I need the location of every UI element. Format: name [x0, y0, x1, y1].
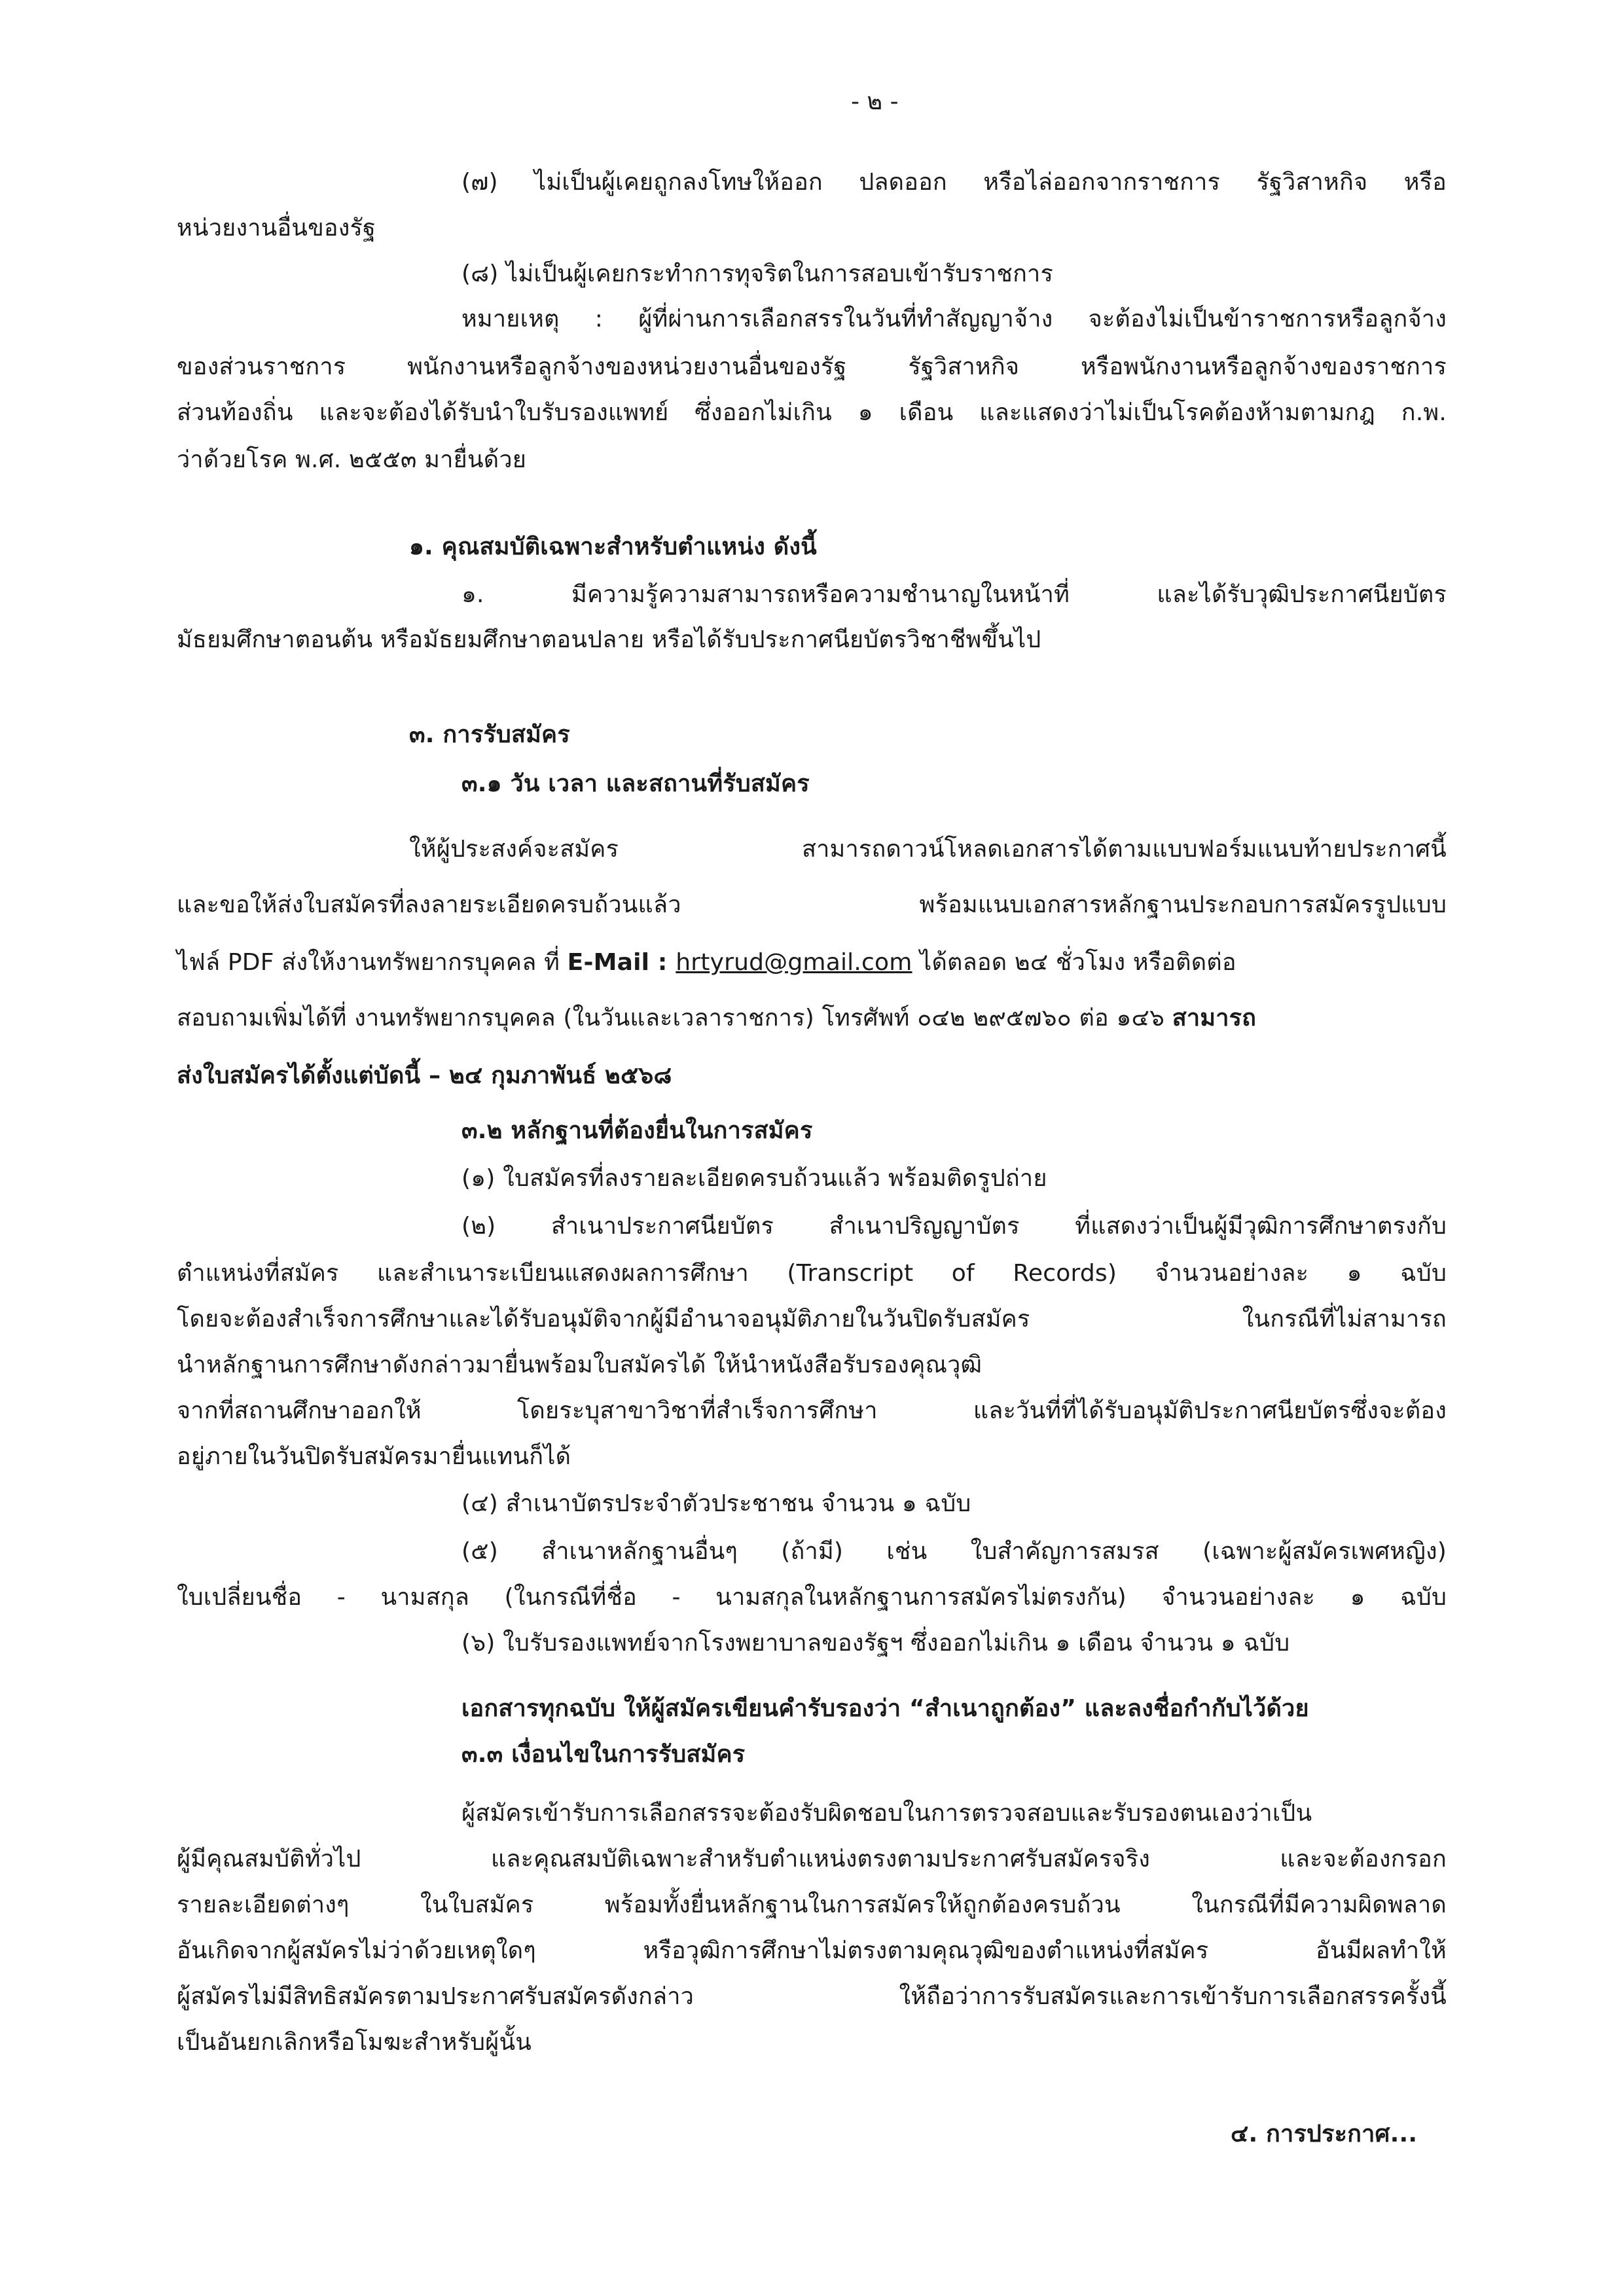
conditions-line-1: ผู้สมัครเข้ารับการเลือกสรรจะต้องรับผิดชอบในการตรวจสอบและรับรองตนเองว่าเป็น [461, 1800, 1312, 1827]
next-page-continuation: ๔. การประกาศ... [1231, 2121, 1418, 2147]
document-item-2-cont-3: นำหลักฐานการศึกษาดังกล่าวมายื่นพร้อมใบสมัครได้ ให้นำหนังสือรับรองคุณวุฒิ [177, 1352, 983, 1378]
conditions-line-2: ผู้มีคุณสมบัติทั่วไป และคุณสมบัติเฉพาะสำหรับตำแหน่งตรงตามประกาศรับสมัครจริง และจะต้องกรอก [177, 1846, 1447, 1873]
document-item-5: (๕) สำเนาหลักฐานอื่นๆ (ถ้ามี) เช่น ใบสำคัญการสมรส (เฉพาะผู้สมัครเพศหญิง) [461, 1538, 1447, 1565]
section-3-heading: ๓. การรับสมัคร [409, 721, 570, 748]
application-para-line-4 [177, 1001, 1256, 1035]
qualification-item-7-cont: หน่วยงานอื่นของรัฐ [177, 215, 376, 242]
application-para-line-3 [177, 946, 1236, 980]
application-para-line-1: ให้ผู้ประสงค์จะสมัคร สามารถดาวน์โหลดเอกสารได้ตามแบบฟอร์มแนบท้ายประกาศนี้ [409, 836, 1447, 863]
application-line-3-text-b: ได้ตลอด ๒๔ ชั่วโมง หรือติดต่อ [912, 949, 1236, 976]
section-3-1-heading: ๓.๑ วัน เวลา และสถานที่รับสมัคร [461, 770, 810, 797]
section-3-2-heading: ๓.๒ หลักฐานที่ต้องยื่นในการสมัคร [461, 1117, 813, 1144]
qualification-item-8: (๘) ไม่เป็นผู้เคยกระทำการทุจริตในการสอบเข้ารับราชการ [461, 260, 1054, 287]
document-item-2-cont-1: ตำแหน่งที่สมัคร และสำเนาระเบียนแสดงผลการศึกษา (Transcript of Records) จำนวนอย่างละ ๑ ฉบับ [177, 1260, 1447, 1287]
page-number: - ๒ - [851, 88, 899, 115]
document-item-2-cont-4: จากที่สถานศึกษาออกให้ โดยระบุสาขาวิชาที่สำเร็จการศึกษา และวันที่ที่ได้รับอนุมัติประกาศนียบัตรซึ่งจะต้อง [177, 1397, 1447, 1424]
conditions-line-5: ผู้สมัครไม่มีสิทธิสมัครตามประกาศรับสมัครดังกล่าว ให้ถือว่าการรับสมัครและการเข้ารับการเลือกสรรครั้งนี้ [177, 1983, 1447, 2010]
document-item-6: (๖) ใบรับรองแพทย์จากโรงพยาบาลของรัฐฯ ซึ่งออกไม่เกิน ๑ เดือน จำนวน ๑ ฉบับ [461, 1630, 1290, 1657]
application-line-4-bold: สามารถ [1172, 1005, 1257, 1031]
specific-qualification-item-1: ๑. มีความรู้ความสามารถหรือความชำนาญในหน้าที่ และได้รับวุฒิประกาศนียบัตร [461, 581, 1447, 608]
document-item-4: (๔) สำเนาบัตรประจำตัวประชาชน จำนวน ๑ ฉบับ [461, 1490, 971, 1517]
email-link[interactable]: hrtyrud@gmail.com [676, 949, 912, 976]
qualification-item-7: (๗) ไม่เป็นผู้เคยถูกลงโทษให้ออก ปลดออก หรือไล่ออกจากราชการ รัฐวิสาหกิจ หรือ [461, 169, 1447, 196]
application-deadline: ส่งใบสมัครได้ตั้งแต่บัดนี้ – ๒๔ กุมภาพันธ์ ๒๕๖๘ [177, 1062, 672, 1089]
email-label: E-Mail : [567, 949, 676, 976]
document-item-1: (๑) ใบสมัครที่ลงรายละเอียดครบถ้วนแล้ว พร้อมติดรูปถ่าย [461, 1165, 1047, 1192]
specific-qualification-item-1-cont: มัธยมศึกษาตอนต้น หรือมัธยมศึกษาตอนปลาย หรือได้รับประกาศนียบัตรวิชาชีพขึ้นไป [177, 626, 1041, 653]
application-line-3-text-a: ไฟล์ PDF ส่งให้งานทรัพยากรบุคคล ที่ [177, 949, 568, 976]
document-item-2-cont-2: โดยจะต้องสำเร็จการศึกษาและได้รับอนุมัติจากผู้มีอำนาจอนุมัติภายในวันปิดรับสมัคร ในกรณีที่ไม่สามารถ [177, 1306, 1447, 1333]
specific-qualification-heading: ๑. คุณสมบัติเฉพาะสำหรับตำแหน่ง ดังนี้ [409, 533, 817, 560]
application-line-4-text: สอบถามเพิ่มได้ที่ งานทรัพยากรบุคคล (ในวันและเวลาราชการ) โทรศัพท์ ๐๔๒ ๒๙๕๗๖๐ ต่อ ๑๔๖ [177, 1005, 1172, 1031]
remark-line-1: หมายเหตุ : ผู้ที่ผ่านการเลือกสรรในวันที่ทำสัญญาจ้าง จะต้องไม่เป็นข้าราชการหรือลูกจ้าง [461, 306, 1447, 332]
remark-line-3: ส่วนท้องถิ่น และจะต้องได้รับนำใบรับรองแพทย์ ซึ่งออกไม่เกิน ๑ เดือน และแสดงว่าไม่เป็นโรคต้องห้ามตามกฎ ก.พ. [177, 399, 1447, 426]
document-item-5-cont: ใบเปลี่ยนชื่อ - นามสกุล (ในกรณีที่ชื่อ - นามสกุลในหลักฐานการสมัครไม่ตรงกัน) จำนวนอย่างละ ๑ ฉบับ [177, 1584, 1447, 1611]
remark-line-2: ของส่วนราชการ พนักงานหรือลูกจ้างของหน่วยงานอื่นของรัฐ รัฐวิสาหกิจ หรือพนักงานหรือลูกจ้างของราชการ [177, 353, 1447, 380]
certification-note: เอกสารทุกฉบับ ให้ผู้สมัครเขียนคำรับรองว่า “สำเนาถูกต้อง” และลงชื่อกำกับไว้ด้วย [461, 1695, 1309, 1722]
remark-line-4: ว่าด้วยโรค พ.ศ. ๒๕๕๓ มายื่นด้วย [177, 446, 527, 473]
application-para-line-2: และขอให้ส่งใบสมัครที่ลงลายระเอียดครบถ้วนแล้ว พร้อมแนบเอกสารหลักฐานประกอบการสมัครรูปแบบ [177, 891, 1447, 918]
document-item-2-cont-5: อยู่ภายในวันปิดรับสมัครมายื่นแทนก็ได้ [177, 1443, 571, 1470]
section-3-3-heading: ๓.๓ เงื่อนไขในการรับสมัคร [461, 1741, 746, 1768]
conditions-line-6: เป็นอันยกเลิกหรือโมฆะสำหรับผู้นั้น [177, 2029, 532, 2056]
conditions-line-3: รายละเอียดต่างๆ ในใบสมัคร พร้อมทั้งยื่นหลักฐานในการสมัครให้ถูกต้องครบถ้วน ในกรณีที่มีความผิดพลาด [177, 1892, 1447, 1918]
document-item-2: (๒) สำเนาประกาศนียบัตร สำเนาปริญญาบัตร ที่แสดงว่าเป็นผู้มีวุฒิการศึกษาตรงกับ [461, 1213, 1447, 1240]
conditions-line-4: อันเกิดจากผู้สมัครไม่ว่าด้วยเหตุใดๆ หรือวุฒิการศึกษาไม่ตรงตามคุณวุฒิของตำแหน่งที่สมัคร อันมีผลทำให้ [177, 1937, 1447, 1964]
